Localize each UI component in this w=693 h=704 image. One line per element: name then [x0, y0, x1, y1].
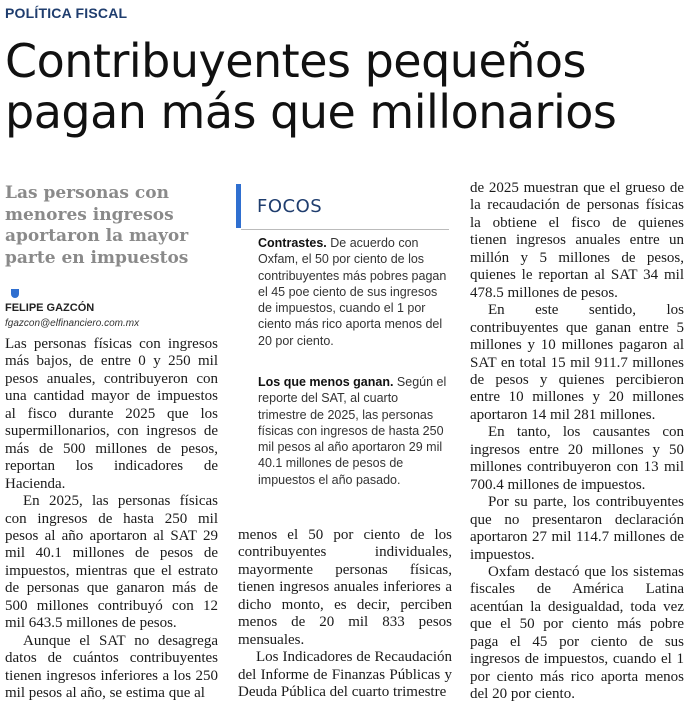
section-label: POLÍTICA FISCAL [5, 5, 128, 21]
focos-divider [241, 229, 449, 230]
focos-box [236, 184, 451, 497]
focos-item-lead: Contrastes. [258, 236, 327, 250]
paragraph: En 2025, las personas físicas con ingresos de hasta 250 mil pesos al año aportaron al SAT 29 mil 40.1 millones de pesos de impuestos, mientras que el estrato de personas que ganaron más de 500 millones contribuyó con 12 mil 643.5 millones de pesos. [5, 493, 218, 632]
focos-item [258, 235, 450, 349]
focos-item-lead: Los que menos ganan. [258, 375, 394, 389]
paragraph: Los Indicadores de Recaudación del Informe de Finanzas Públicas y Deuda Pública del cuarto trimestre [238, 649, 452, 701]
focos-item [258, 374, 450, 488]
byline-marker-icon [11, 289, 19, 298]
paragraph: Aunque el SAT no desagrega datos de cuántos contribuyentes tienen ingresos inferiores a los 250 mil pesos al año, se estima que al [5, 632, 218, 702]
paragraph: Las personas físicas con ingresos más bajos, de entre 0 y 250 mil pesos anuales, contribuyeron con una cantidad mayor de impuestos al fisco durante 2025 que los supermillonarios, con ingresos de más de 500 millones de pesos, reportan los indicadores de Hacienda. [5, 336, 218, 492]
headline: Contribuyentes pequeños pagan más que millonarios [5, 34, 617, 139]
body-column-2 [238, 527, 452, 702]
paragraph: de 2025 muestran que el grueso de la recaudación de personas físicas la obtiene el fisco de quienes tienen ingresos anuales entre un millón y 5 millones de pesos, quienes le reportan al SAT 34 mil 478.5 millones de pesos. [470, 180, 684, 301]
paragraph: Oxfam destacó que los sistemas fiscales de América Latina acentúan la desigualdad, toda vez que el 50 por ciento más pobre paga el 45 por ciento de sus ingresos de impuestos, cuando el 1 por ciento más rico aporta menos del 20 por ciento. [470, 563, 684, 703]
byline-email: fgazcon@elfinanciero.com.mx [5, 318, 140, 329]
paragraph: menos el 50 por ciento de los contribuyentes individuales, mayormente personas físicas, tienen ingresos anuales inferiores a dicho monto, es decir, perciben menos de 20 mil 833 pesos mensuales. [238, 527, 452, 648]
focos-item-text: Según el reporte del SAT, al cuarto trimestre de 2025, las personas físicas con ingresos de hasta 250 mil pesos al año aportaron 29 mil 40.1 millones de pesos de impuestos el año pasado. [258, 375, 447, 487]
subhead: Las personas con menores ingresos aportaron la mayor parte en impuestos [5, 183, 189, 268]
focos-title: FOCOS [257, 196, 323, 217]
body-column-1 [5, 336, 218, 703]
paragraph: Por su parte, los contribuyentes que no presentaron declaración aportaron 27 mil 114.7 millones de impuestos. [470, 494, 684, 563]
body-column-3 [470, 180, 684, 704]
paragraph: En este sentido, los contribuyentes que ganan entre 5 millones y 10 millones pagaron al SAT en total 15 mil 911.7 millones de pesos y quienes percibieron entre 10 millones y 20 millones aportaron 14 mil 281 millones. [470, 302, 684, 423]
byline-author: FELIPE GAZCÓN [5, 302, 95, 314]
paragraph: En tanto, los causantes con ingresos entre 20 millones y 50 millones contribuyeron con 13 mil 700.4 millones de impuestos. [470, 424, 684, 493]
focos-accent-bar [236, 184, 241, 228]
focos-item-text: De acuerdo con Oxfam, el 50 por ciento de los contribuyentes más pobres pagan el 45 poe ciento de sus ingresos de impuestos, cuando el 1 por ciento más rico aporta menos del 20 por ciento. [258, 236, 447, 348]
